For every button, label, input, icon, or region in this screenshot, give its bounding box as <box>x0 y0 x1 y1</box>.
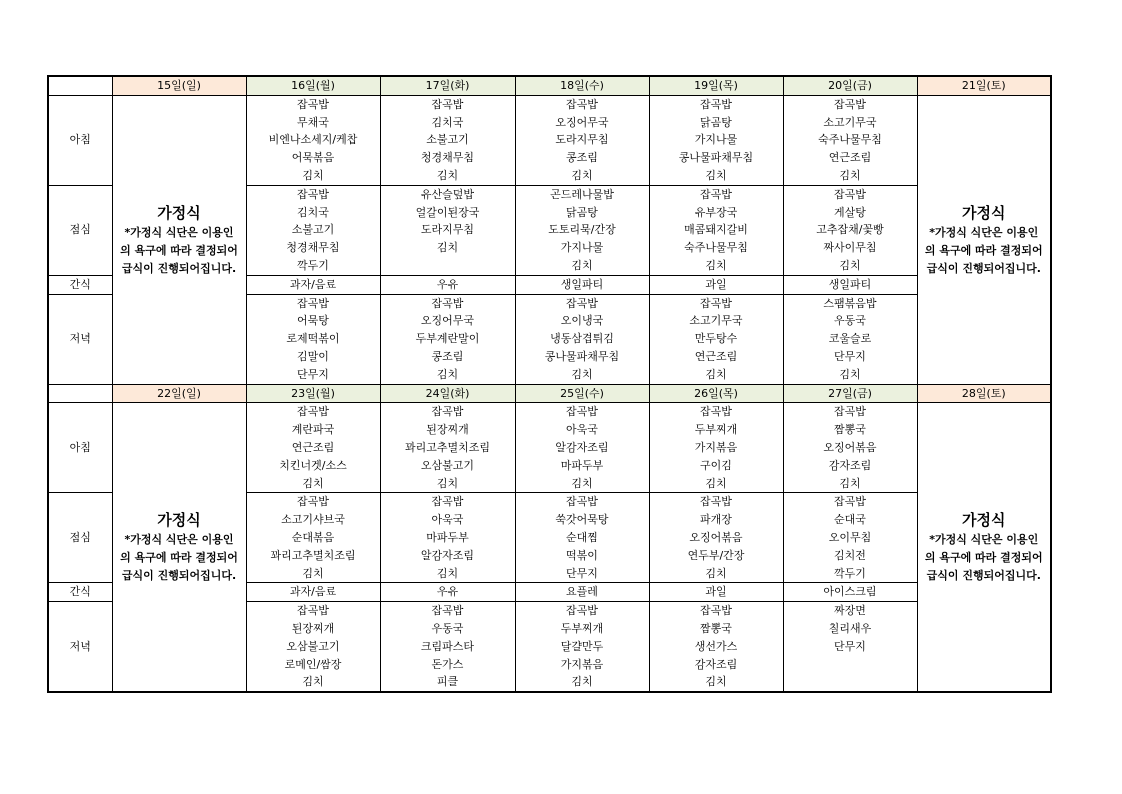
menu-item: 게살탕 <box>834 205 866 219</box>
menu-item: 잡곡밥 <box>700 187 732 201</box>
menu-item: 크림파스타 <box>420 639 475 653</box>
menu-item: 고추잡채/꽃빵 <box>816 223 884 237</box>
menu-item: 피클 <box>436 675 459 689</box>
date-header: 17일(화) <box>380 76 515 95</box>
menu-item: 숙주나물무침 <box>818 133 882 147</box>
lunch-cell <box>380 493 515 583</box>
menu-item: 콩나물파채무침 <box>544 349 620 363</box>
corner-cell <box>48 76 112 95</box>
home-meal-title: 가정식 <box>157 511 201 530</box>
menu-item: 김말이 <box>297 349 329 363</box>
menu-item: 스팸볶음밥 <box>823 296 877 310</box>
menu-item: 닭곰탕 <box>700 115 732 129</box>
meal-label: 저녁 <box>48 602 112 693</box>
home-meal-note: 의 욕구에 따라 결정되어 <box>120 243 238 257</box>
snack-cell: 과자/음료 <box>246 275 380 294</box>
menu-item: 김치 <box>571 675 593 689</box>
menu-item: 잡곡밥 <box>700 604 732 618</box>
menu-item: 김치 <box>302 566 324 580</box>
breakfast-cell <box>649 95 783 185</box>
menu-item: 김치 <box>839 258 861 272</box>
home-meal-cell-saturday <box>917 403 1051 692</box>
menu-item: 잡곡밥 <box>834 187 866 201</box>
menu-item: 김치 <box>571 168 593 182</box>
home-meal-title: 가정식 <box>157 203 201 222</box>
snack-cell: 과일 <box>649 275 783 294</box>
snack-cell: 생일파티 <box>783 275 917 294</box>
menu-item: 로제떡볶이 <box>286 332 340 346</box>
home-meal-cell-sunday <box>112 95 246 384</box>
menu-item: 김치 <box>705 675 727 689</box>
date-header: 16일(월) <box>246 76 380 95</box>
menu-item: 가지나물 <box>694 133 738 147</box>
breakfast-cell <box>515 95 649 185</box>
date-header-saturday: 28일(토) <box>917 384 1051 403</box>
home-meal-note: 급식이 진행되어집니다. <box>121 569 237 583</box>
menu-item: 알감자조림 <box>420 548 475 562</box>
meal-label: 저녁 <box>48 294 112 384</box>
week2-header-row <box>48 384 1051 403</box>
menu-item: 단무지 <box>834 349 866 363</box>
menu-item: 도라지무침 <box>420 223 475 237</box>
menu-item: 김치 <box>705 367 727 381</box>
menu-item: 아욱국 <box>566 423 598 437</box>
menu-item: 두부계란말이 <box>415 332 480 346</box>
menu-item: 치킨너겟/소스 <box>279 458 347 472</box>
breakfast-cell <box>380 95 515 185</box>
meal-label: 점심 <box>48 185 112 275</box>
week1-breakfast-row <box>48 95 1051 185</box>
dinner-cell <box>783 294 917 384</box>
menu-item: 김치국 <box>431 115 464 129</box>
breakfast-cell <box>246 95 380 185</box>
menu-item: 김치 <box>302 168 324 182</box>
menu-item: 김치 <box>436 476 459 490</box>
dinner-cell <box>649 294 783 384</box>
menu-item: 오징어무국 <box>420 314 475 328</box>
menu-item: 잡곡밥 <box>297 187 329 201</box>
menu-item: 소불고기 <box>291 223 335 237</box>
menu-item: 잡곡밥 <box>431 495 464 509</box>
menu-item: 된장찌개 <box>291 621 335 635</box>
home-meal-cell-sunday <box>112 403 246 692</box>
menu-item: 파개장 <box>700 513 732 527</box>
menu-item: 연두부/간장 <box>687 548 745 562</box>
menu-item: 김치 <box>436 168 459 182</box>
menu-item: 짬뽕국 <box>834 423 866 437</box>
menu-item: 유산슬덮밥 <box>420 187 475 201</box>
menu-item: 김치 <box>302 476 324 490</box>
menu-item: 김치 <box>571 258 593 272</box>
menu-item: 마파두부 <box>426 530 469 544</box>
menu-item <box>381 257 515 275</box>
menu-item: 오징어볶음 <box>689 530 743 544</box>
menu-item: 우동국 <box>431 621 464 635</box>
menu-item: 순대볶음 <box>291 530 335 544</box>
lunch-cell <box>649 185 783 275</box>
menu-item: 매콤돼지갈비 <box>684 223 748 237</box>
menu-item: 깍두기 <box>834 566 866 580</box>
menu-item: 잡곡밥 <box>834 405 866 419</box>
date-header: 23일(월) <box>246 384 380 403</box>
home-meal-note: *가정식 식단은 이용인 <box>124 225 234 239</box>
menu-item: 짜장면 <box>834 604 866 618</box>
lunch-cell <box>649 493 783 583</box>
breakfast-cell <box>380 403 515 493</box>
snack-cell: 과일 <box>649 583 783 602</box>
menu-item: 숙주나물무침 <box>684 241 748 255</box>
menu-item: 오이무침 <box>828 530 872 544</box>
date-header: 19일(목) <box>649 76 783 95</box>
breakfast-cell <box>783 403 917 493</box>
menu-item: 김치 <box>436 241 459 255</box>
menu-item: 청경채무침 <box>420 151 475 165</box>
menu-item: 감자조림 <box>694 657 738 671</box>
menu-item: 로메인/쌈장 <box>284 657 342 671</box>
snack-cell: 과자/음료 <box>246 583 380 602</box>
menu-item: 연근조림 <box>694 349 738 363</box>
date-header-sunday: 22일(일) <box>112 384 246 403</box>
breakfast-cell <box>649 403 783 493</box>
menu-item: 꽈리고추멸치조림 <box>270 548 356 562</box>
menu-item: 오삼불고기 <box>420 458 475 472</box>
date-header-saturday: 21일(토) <box>917 76 1051 95</box>
week2-breakfast-row <box>48 403 1051 493</box>
menu-item: 오징어무국 <box>555 115 609 129</box>
menu-item: 잡곡밥 <box>431 405 464 419</box>
menu-item: 칠리새우 <box>828 621 872 635</box>
menu-item: 김치국 <box>297 205 329 219</box>
menu-item: 얼갈이된장국 <box>415 205 480 219</box>
dinner-cell <box>515 602 649 693</box>
menu-item: 잡곡밥 <box>700 97 732 111</box>
lunch-cell <box>380 185 515 275</box>
snack-cell: 요플레 <box>515 583 649 602</box>
menu-item: 구이김 <box>700 458 732 472</box>
menu-item: 김치 <box>302 675 324 689</box>
menu-item: 잡곡밥 <box>431 97 464 111</box>
date-header: 20일(금) <box>783 76 917 95</box>
corner-cell <box>48 384 112 403</box>
menu-item: 닭곰탕 <box>566 205 598 219</box>
breakfast-cell <box>783 95 917 185</box>
menu-item: 소고기무국 <box>823 115 877 129</box>
menu-item: 김치 <box>436 566 459 580</box>
dinner-cell <box>380 294 515 384</box>
menu-item: 가지볶음 <box>694 440 738 454</box>
menu-item: 김치 <box>571 476 593 490</box>
menu-item: 김치 <box>705 168 727 182</box>
breakfast-cell <box>515 403 649 493</box>
menu-item: 잡곡밥 <box>834 97 866 111</box>
menu-item: 소고기무국 <box>689 314 743 328</box>
menu-item: 잡곡밥 <box>700 405 732 419</box>
menu-item: 비엔나소세지/케찹 <box>268 133 358 147</box>
menu-item: 김치 <box>705 566 727 580</box>
menu-item: 오삼불고기 <box>286 639 340 653</box>
home-meal-cell-saturday <box>917 95 1051 384</box>
dinner-cell <box>246 294 380 384</box>
home-meal-note: 의 욕구에 따라 결정되어 <box>120 551 238 565</box>
date-header: 25일(수) <box>515 384 649 403</box>
menu-item: 아욱국 <box>431 513 464 527</box>
menu-item: 계란파국 <box>291 423 335 437</box>
menu-item: 단무지 <box>834 639 866 653</box>
menu-item: 잡곡밥 <box>566 405 598 419</box>
menu-item: 어묵볶음 <box>291 151 335 165</box>
menu-item: 쑥갓어묵탕 <box>555 513 609 527</box>
date-header: 26일(목) <box>649 384 783 403</box>
menu-item: 짜사이무침 <box>823 241 877 255</box>
menu-item: 잡곡밥 <box>700 495 732 509</box>
menu-item: 잡곡밥 <box>566 495 598 509</box>
meal-plan-table <box>47 75 1052 693</box>
menu-item: 생선가스 <box>694 639 738 653</box>
menu-item: 오징어볶음 <box>823 440 877 454</box>
menu-item: 김치 <box>436 367 459 381</box>
menu-item: 잡곡밥 <box>297 296 329 310</box>
menu-item: 알감자조림 <box>555 440 609 454</box>
date-header: 18일(수) <box>515 76 649 95</box>
menu-item: 콩나물파채무침 <box>678 151 754 165</box>
menu-item: 두부찌개 <box>694 423 738 437</box>
menu-item: 잡곡밥 <box>297 604 329 618</box>
menu-item: 달걀만두 <box>560 639 604 653</box>
menu-item: 무채국 <box>297 115 329 129</box>
menu-item: 잡곡밥 <box>700 296 732 310</box>
menu-item: 콩조림 <box>431 349 464 363</box>
menu-item: 김치 <box>705 476 727 490</box>
home-meal-title: 가정식 <box>962 511 1006 530</box>
menu-item: 어묵탕 <box>297 314 329 328</box>
menu-item: 오이냉국 <box>560 314 604 328</box>
menu-item: 가지나물 <box>560 241 604 255</box>
menu-item: 청경채무침 <box>286 241 340 255</box>
menu-item: 단무지 <box>297 367 329 381</box>
menu-item: 잡곡밥 <box>431 604 464 618</box>
date-header: 24일(화) <box>380 384 515 403</box>
menu-item: 연근조림 <box>291 440 335 454</box>
lunch-cell <box>783 493 917 583</box>
menu-item: 짬뽕국 <box>700 621 732 635</box>
menu-item: 잡곡밥 <box>834 495 866 509</box>
meal-label: 간식 <box>48 275 112 294</box>
home-meal-note: *가정식 식단은 이용인 <box>929 533 1039 547</box>
menu-item: 코울슬로 <box>828 332 872 346</box>
menu-item: 김치 <box>705 258 727 272</box>
menu-item: 가지볶음 <box>560 657 604 671</box>
menu-item: 냉동삼겹튀김 <box>550 332 614 346</box>
menu-item: 유부장국 <box>694 205 738 219</box>
home-meal-note: *가정식 식단은 이용인 <box>124 533 234 547</box>
dinner-cell <box>783 602 917 693</box>
menu-item: 잡곡밥 <box>566 604 598 618</box>
menu-item: 떡볶이 <box>566 548 598 562</box>
home-meal-note: *가정식 식단은 이용인 <box>929 225 1039 239</box>
menu-item: 잡곡밥 <box>297 97 329 111</box>
menu-item: 된장찌개 <box>426 423 469 437</box>
lunch-cell <box>246 493 380 583</box>
menu-item: 김치 <box>839 168 861 182</box>
menu-item: 만두탕수 <box>694 332 738 346</box>
menu-item: 김치 <box>839 367 861 381</box>
menu-item: 순대찜 <box>566 530 598 544</box>
lunch-cell <box>246 185 380 275</box>
dinner-cell <box>246 602 380 693</box>
menu-item: 감자조림 <box>828 458 872 472</box>
menu-item <box>784 673 917 691</box>
snack-cell: 생일파티 <box>515 275 649 294</box>
menu-item: 깍두기 <box>297 258 329 272</box>
meal-label: 아침 <box>48 95 112 185</box>
menu-item: 잡곡밥 <box>431 296 464 310</box>
date-header: 27일(금) <box>783 384 917 403</box>
menu-item: 도토리묵/간장 <box>548 223 616 237</box>
home-meal-note: 급식이 진행되어집니다. <box>926 261 1041 275</box>
lunch-cell <box>783 185 917 275</box>
home-meal-title: 가정식 <box>962 203 1006 222</box>
menu-item: 소고기샤브국 <box>281 513 345 527</box>
menu-item: 김치 <box>839 476 861 490</box>
dinner-cell <box>380 602 515 693</box>
menu-item: 도라지무침 <box>555 133 609 147</box>
lunch-cell <box>515 185 649 275</box>
menu-item: 돈가스 <box>431 657 464 671</box>
date-header-sunday: 15일(일) <box>112 76 246 95</box>
home-meal-note: 의 욕구에 따라 결정되어 <box>924 551 1043 565</box>
menu-item: 꽈리고추멸치조림 <box>404 440 490 454</box>
menu-item: 연근조림 <box>828 151 872 165</box>
dinner-cell <box>515 294 649 384</box>
meal-label: 간식 <box>48 583 112 602</box>
week1-header-row <box>48 76 1051 95</box>
meal-label: 점심 <box>48 493 112 583</box>
snack-cell: 우유 <box>380 275 515 294</box>
menu-item <box>784 656 917 674</box>
menu-item: 우동국 <box>834 314 866 328</box>
menu-item: 순대국 <box>834 513 866 527</box>
home-meal-note: 의 욕구에 따라 결정되어 <box>924 243 1043 257</box>
home-meal-note: 급식이 진행되어집니다. <box>121 261 237 275</box>
menu-item: 잡곡밥 <box>297 495 329 509</box>
menu-item: 잡곡밥 <box>297 405 329 419</box>
lunch-cell <box>515 493 649 583</box>
menu-item: 잡곡밥 <box>566 296 598 310</box>
meal-label: 아침 <box>48 403 112 493</box>
menu-item: 곤드레나물밥 <box>550 187 614 201</box>
menu-item: 단무지 <box>566 566 598 580</box>
menu-item: 마파두부 <box>560 458 604 472</box>
menu-item: 김치전 <box>834 548 866 562</box>
menu-item: 소불고기 <box>426 133 469 147</box>
menu-item: 김치 <box>571 367 593 381</box>
home-meal-note: 급식이 진행되어집니다. <box>926 569 1041 583</box>
menu-item: 두부찌개 <box>560 621 604 635</box>
snack-cell: 아이스크림 <box>783 583 917 602</box>
menu-item: 잡곡밥 <box>566 97 598 111</box>
menu-item: 콩조림 <box>566 151 598 165</box>
dinner-cell <box>649 602 783 693</box>
breakfast-cell <box>246 403 380 493</box>
snack-cell: 우유 <box>380 583 515 602</box>
